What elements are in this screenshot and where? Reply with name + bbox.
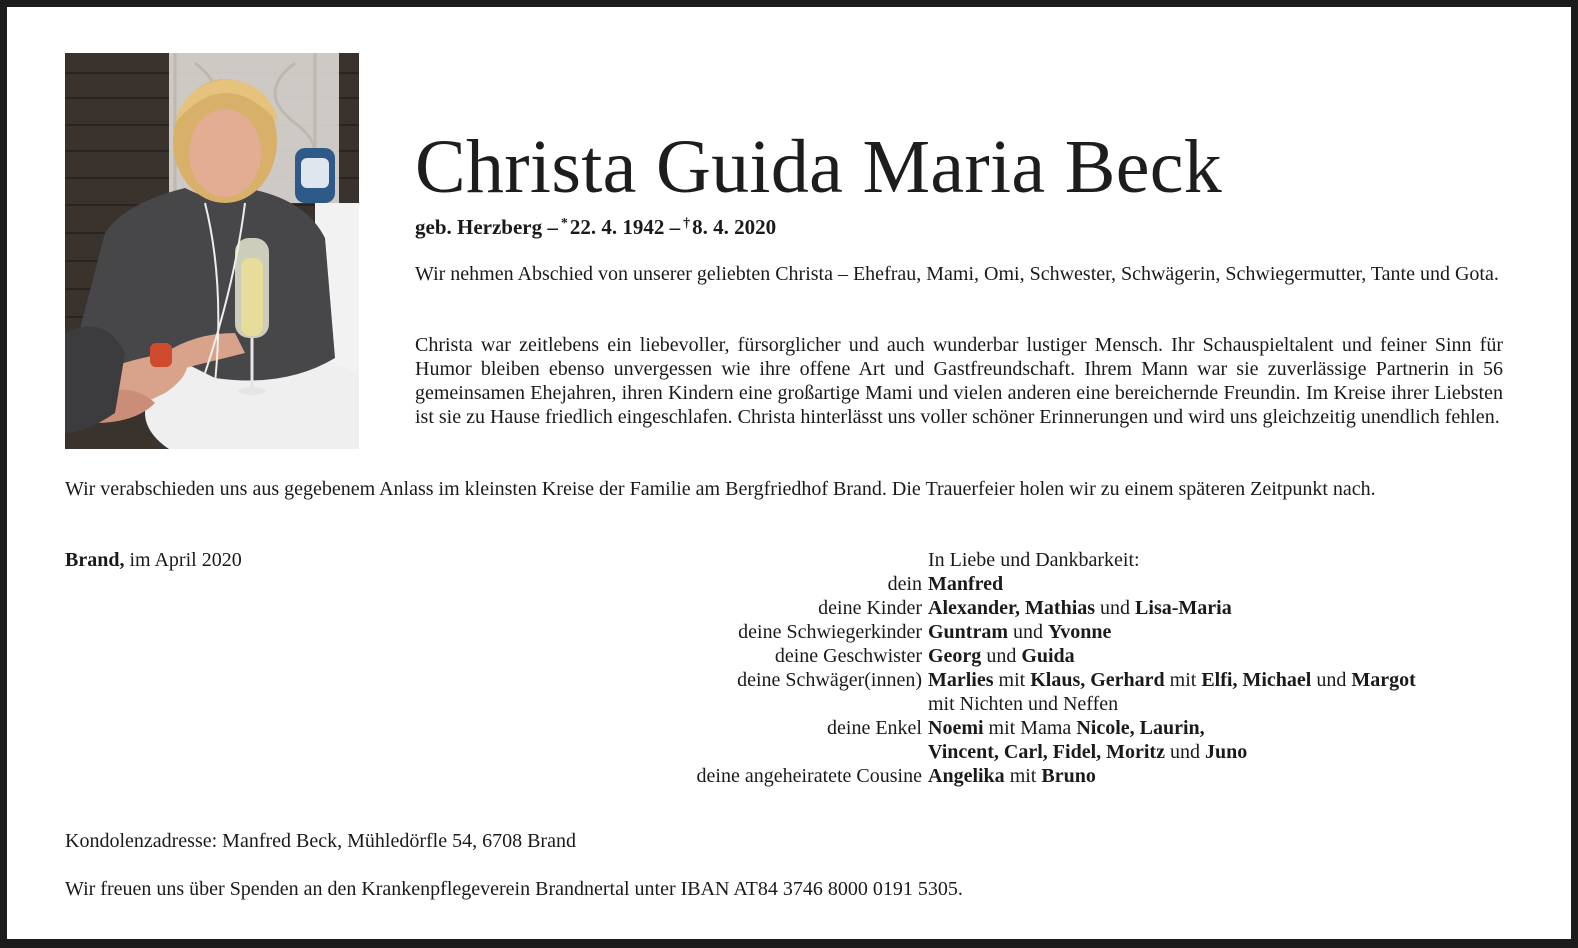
mourner-name: Alexander, Mathias [928, 597, 1096, 619]
mourner-name: Nicole, Laurin, [1076, 717, 1205, 739]
farewell-paragraph: Wir nehmen Abschied von unserer geliebten Christa – Ehefrau, Mami, Omi, Schwester, Schwägerin, Schwiegermutter, Tante und Gota. [415, 263, 1499, 285]
place-name: Brand, [65, 549, 125, 571]
connector-text: mit [993, 669, 1031, 691]
mourner-name: Klaus, Gerhard [1030, 669, 1165, 691]
mourner-names [928, 764, 1096, 788]
birth-date: 22. 4. 1942 [569, 215, 665, 239]
mourner-relation: deine Kinder [818, 597, 922, 619]
connector-text: mit [1004, 765, 1042, 787]
mourner-relation: deine Enkel [827, 717, 922, 739]
mourner-names [928, 596, 1232, 620]
connector-text: und [1311, 669, 1352, 691]
mourner-row [7, 572, 1578, 596]
mourner-name: Vincent, Carl, Fidel, Moritz [928, 741, 1165, 763]
life-dates [415, 213, 776, 245]
tribute-paragraph: Christa war zeitlebens ein liebevoller, fürsorglicher und auch wunderbar lustiger Mensch. Ihr Schauspieltalent und feiner Sinn für Humor bleiben ebenso unvergessen wie ihre offene Art und Gastfreundschaft. Ihrem Mann war sie zuverlässige Partnerin in 56 gemeinsamen Ehejahren, ihren Kindern eine großartige Mami und vielen anderen eine bereichernde Freundin. Im Kreise ihrer Liebsten ist sie zu Hause friedlich eingeschlafen. Christa hinterlässt uns voller schöner Erinnerungen und wird uns gleichzeitig unendlich fehlen. [415, 334, 1503, 428]
ceremony-paragraph: Wir verabschieden uns aus gegebenem Anlass im kleinsten Kreise der Familie am Bergfriedhof Brand. Die Trauerfeier holen wir zu einem späteren Zeitpunkt nach. [65, 478, 1376, 500]
condolence-address: Kondolenzadresse: Manfred Beck, Mühledörfle 54, 6708 Brand [65, 830, 576, 852]
mourner-names [928, 572, 1003, 596]
mourner-name: Georg [928, 645, 982, 667]
mourner-name: Manfred [928, 573, 1004, 595]
dash: – [547, 215, 558, 239]
mourner-row [7, 668, 1578, 692]
mourner-row [7, 644, 1578, 668]
mourner-name: Bruno [1041, 765, 1096, 787]
mourner-names [928, 740, 1247, 764]
connector-text: und [981, 645, 1022, 667]
donation-note: Wir freuen uns über Spenden an den Krankenpflegeverein Brandnertal unter IBAN AT84 3746 8000 0191 5305. [65, 878, 963, 900]
mourner-relation: deine Schwiegerkinder [738, 621, 922, 643]
connector-text: und [1008, 621, 1048, 643]
mourner-names [928, 620, 1111, 644]
connector-text: mit Nichten und Neffen [928, 693, 1119, 715]
mourner-name: Guida [1021, 645, 1075, 667]
mourner-names [928, 668, 1416, 692]
dash: – [669, 215, 681, 239]
death-date: 8. 4. 2020 [692, 215, 777, 239]
mourner-row [7, 716, 1578, 740]
connector-text: und [1095, 597, 1136, 619]
death-symbol: † [683, 216, 691, 231]
mourner-name: Elfi, Michael [1201, 669, 1312, 691]
mourner-row [7, 596, 1578, 620]
birth-symbol: * [560, 216, 568, 231]
portrait-photo [65, 53, 359, 449]
mourner-row [7, 620, 1578, 644]
mourner-name: Yvonne [1048, 621, 1112, 643]
mourner-names [928, 644, 1075, 668]
mourner-name: Juno [1204, 741, 1248, 763]
mourner-relation: deine angeheiratete Cousine [696, 765, 922, 787]
mourner-name: Lisa-Maria [1135, 597, 1232, 619]
connector-text: mit Mama [983, 717, 1077, 739]
deceased-name: Christa Guida Maria Beck [415, 125, 1223, 209]
mourner-name: Margot [1351, 669, 1416, 691]
mourner-names [928, 692, 1118, 716]
connector-text: mit [1164, 669, 1202, 691]
mourner-relation: deine Schwäger(innen) [737, 669, 922, 691]
love-line: In Liebe und Dankbarkeit: [928, 549, 1140, 571]
mourner-name: Guntram [928, 621, 1008, 643]
mourner-row [7, 764, 1578, 788]
place-date [65, 548, 242, 572]
mourner-relation: deine Geschwister [774, 645, 922, 667]
mourner-row [7, 692, 1578, 716]
connector-text: und [1164, 741, 1205, 763]
mourner-names [928, 716, 1205, 740]
mourner-relation: dein [887, 573, 922, 595]
mourner-row [7, 740, 1578, 764]
maiden-name: geb. Herzberg [415, 215, 543, 239]
mourner-name: Marlies [928, 669, 994, 691]
month-year: im April 2020 [129, 549, 242, 571]
mourner-name: Noemi [928, 717, 984, 739]
mourner-name: Angelika [928, 765, 1005, 787]
